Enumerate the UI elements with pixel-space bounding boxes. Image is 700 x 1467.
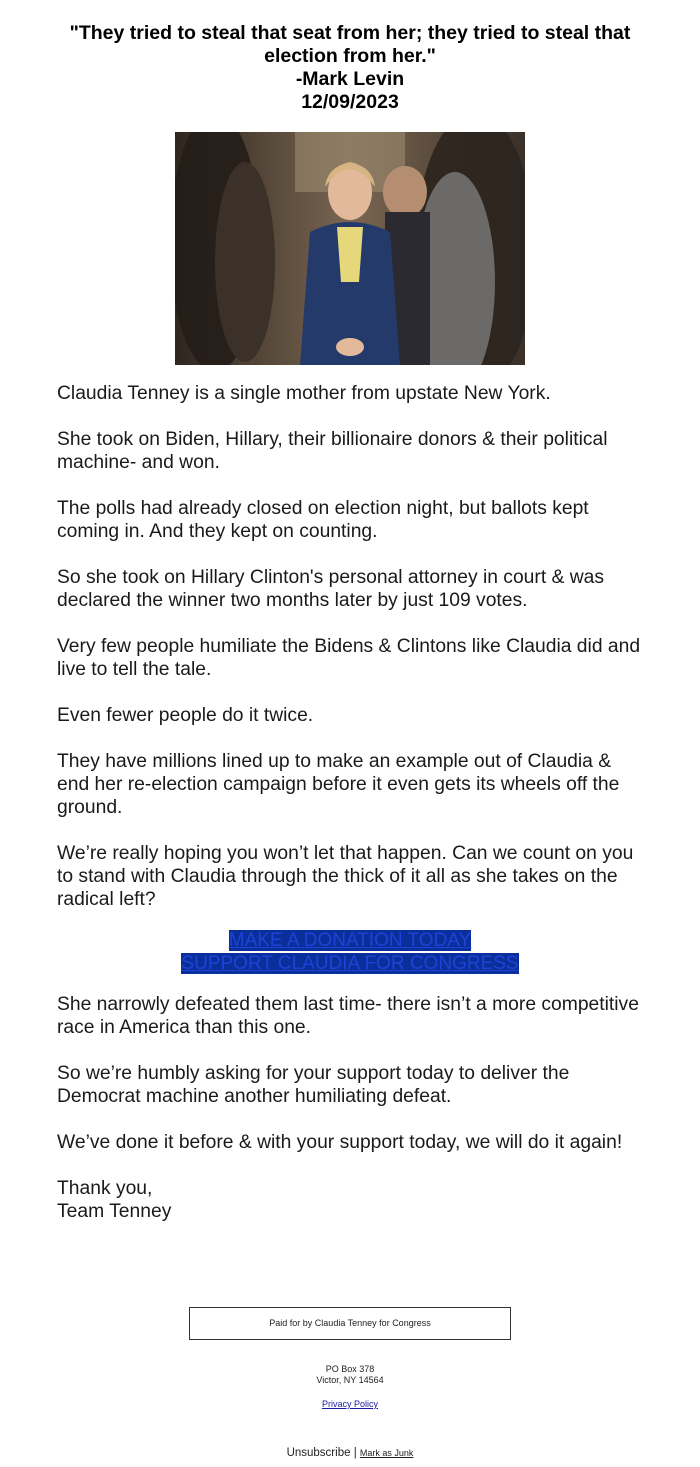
signature (57, 1177, 647, 1223)
paragraph: We’ve done it before & with your support today, we will do it again! (57, 1132, 623, 1153)
paragraph: Very few people humiliate the Bidens & Clintons like Claudia did and live to tell the tale. (57, 636, 641, 680)
paragraph: We’re really hoping you won’t let that happen. Can we count on you to stand with Claudia through the thick of it all as she takes on the radical left? (57, 843, 634, 910)
signature-line-2: Team Tenney (57, 1201, 172, 1222)
donation-cta (57, 929, 643, 975)
paragraph: So we’re humbly asking for your support today to deliver the Democrat machine another humiliating defeat. (57, 1063, 570, 1107)
mailing-address (250, 1364, 450, 1386)
paragraph: The polls had already closed on election night, but ballots kept coming in. And they kept on counting. (57, 498, 589, 542)
privacy-container (250, 1399, 450, 1410)
paragraph: She narrowly defeated them last time- there isn’t a more competitive race in America than this one. (57, 994, 639, 1038)
paragraph: They have millions lined up to make an example out of Claudia & end her re-election campaign before it even gets its wheels off the ground. (57, 751, 620, 818)
unsubscribe-bar (200, 1446, 500, 1460)
candidate-photo (175, 132, 525, 365)
mark-as-junk-link[interactable]: Mark as Junk (359, 1448, 414, 1458)
address-line-2: Victor, NY 14564 (316, 1375, 384, 1385)
candidate-photo-illustration (175, 132, 525, 365)
unsubscribe-link[interactable]: Unsubscribe (286, 1447, 351, 1459)
paid-for-disclaimer: Paid for by Claudia Tenney for Congress (189, 1307, 511, 1340)
signature-line-1: Thank you, (57, 1178, 153, 1199)
donate-link[interactable]: MAKE A DONATION TODAY (228, 930, 472, 951)
address-line-1: PO Box 378 (325, 1364, 375, 1374)
paragraph: She took on Biden, Hillary, their billionaire donors & their political machine- and won. (57, 429, 608, 473)
quote-line-1: "They tried to steal that seat from her; they tried to steal that (69, 22, 631, 44)
quote-author: -Mark Levin (295, 68, 405, 90)
paragraph: So she took on Hillary Clinton's personal attorney in court & was declared the winner two months later by just 109 votes. (57, 567, 605, 611)
quote-date: 12/09/2023 (301, 91, 399, 113)
body-text-2 (57, 993, 647, 1223)
quote-line-2: election from her." (264, 45, 436, 67)
paragraph: Even fewer people do it twice. (57, 705, 314, 726)
body-text (57, 382, 647, 934)
quote-header (55, 22, 645, 114)
paragraph: Claudia Tenney is a single mother from upstate New York. (57, 383, 551, 404)
privacy-policy-link[interactable]: Privacy Policy (321, 1399, 378, 1409)
support-link[interactable]: SUPPORT CLAUDIA FOR CONGRESS (181, 953, 519, 974)
separator: | (353, 1447, 357, 1459)
